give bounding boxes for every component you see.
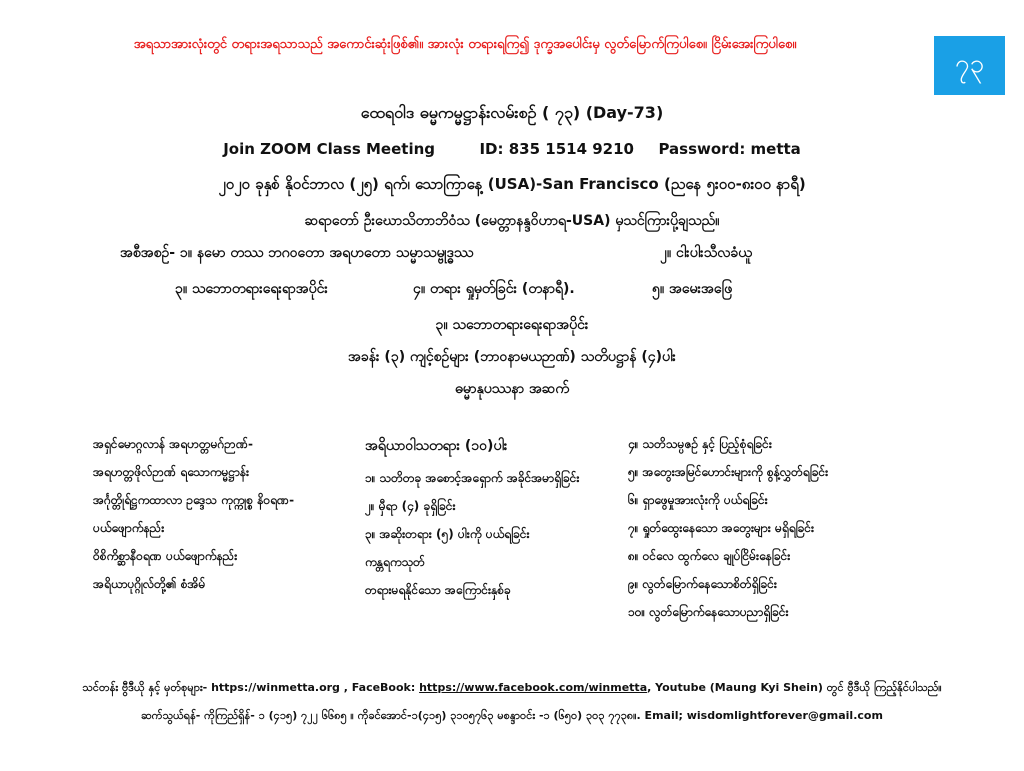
zoom-meeting-id: ID: 835 1514 9210 bbox=[479, 140, 634, 158]
teacher-line: ဆရာတော် ဦးဃောသိတာဘိဝံသ (မေတ္တာနန္ဒဝိဟာရ-USA) မှသင်ကြားပို့ချသည်။ bbox=[304, 213, 720, 229]
footer-text: , Youtube (Maung Kyi Shein) တွင် ဗွီဒီယို ကြည့်နိုင်ပါသည်။ bbox=[647, 681, 942, 694]
subject-line: ဓမ္မာနုပဿနာ အဆက် bbox=[454, 381, 570, 397]
chapter-line: အခန်း (၃) ကျင့်စဉ်များ (ဘာဝနာမယဉာဏ်) သတိပဋ္ဌာန် (၄)ပါး bbox=[348, 349, 676, 365]
list-item: ၁၀။ လွတ်မြောက်နေသောပညာရှိခြင်း bbox=[628, 605, 789, 619]
page-title: ထေရဝါဒ ဓမ္မကမ္မဋ္ဌာန်းလမ်းစဉ် ( ၇၃) (Day-73) bbox=[360, 103, 664, 122]
list-item: ကန္တရကသုတ် bbox=[365, 555, 425, 569]
footer-links-line bbox=[0, 681, 1024, 697]
zoom-join-label: Join ZOOM Class Meeting bbox=[223, 140, 435, 158]
middle-column bbox=[365, 432, 579, 604]
schedule-item-4: ၄။ တရား ရှုမှတ်ခြင်း (တနာရီ). bbox=[413, 281, 575, 297]
list-item: ပယ်ဖျောက်နည်း bbox=[93, 521, 165, 535]
list-item: အရိယာပုဂ္ဂိုလ်တို့၏ စံအိမ် bbox=[93, 577, 206, 591]
list-item: ၃။ အဆိုးတရား (၅) ပါးကို ပယ်ရခြင်း bbox=[365, 527, 530, 541]
list-item: အင်္ဂုတ္တိုရ်ဋ္ဌကထာလာ ဥဒ္ဒေသ ကုက္ကုစ္စ နိဝရဏ- bbox=[93, 493, 295, 507]
page-number-badge: ၇၃ bbox=[934, 36, 1005, 95]
date-line: ၂၀၂၀ ခုနှစ် နိုဝင်ဘာလ (၂၅) ရက်၊ သောကြာနေ့ (USA)-San Francisco (ညနေ ၅း၀၀-၈း၀၀ နာရီ) bbox=[218, 175, 806, 193]
footer-text: သင်တန်း ဗွီဒီယို နှင့် မှတ်စုများ- https://winmetta.org , FaceBook: bbox=[82, 681, 420, 694]
schedule-item-3: ၃။ သဘောတရားရေးရာအပိုင်း bbox=[175, 281, 328, 297]
list-item: ၇။ ရှုတ်ထွေးနေသော အတွေးများ မရှိရခြင်း bbox=[628, 521, 815, 535]
left-column bbox=[93, 430, 294, 598]
list-item: ၉။ လွတ်မြောက်နေသောစိတ်ရှိခြင်း bbox=[628, 577, 777, 591]
footer-contact-line: ဆက်သွယ်ရန်- ကိုကြည်ရှိန်- ၁ (၄၁၅) ၇၂၂ ၆၆၈၅ ။ ကိုခင်အောင်-၁(၄၁၅) ၃၁၀၅၇၆၃ မစန္ဒာဝင်း -၁ (၆၅၀) ၃၀၃ ၇၇၃၈။. Email; wisdomlightforever@gmail.com bbox=[141, 709, 883, 722]
list-item: အရှင်မောဂ္ဂလာန် အရဟတ္တမဂ်ဉာဏ်- bbox=[93, 437, 254, 451]
list-item: ၆။ ရှာဖွေမှုအားလုံးကို ပယ်ရခြင်း bbox=[628, 493, 768, 507]
right-column bbox=[628, 430, 828, 626]
list-item: ၂။ မှီရာ (၄) ခုရှိခြင်း bbox=[365, 499, 456, 513]
list-item: တရားမရနိုင်သော အကြောင်းနှစ်ခု bbox=[365, 583, 511, 597]
schedule-item-5: ၅။ အမေးအဖြေ bbox=[652, 281, 733, 297]
list-item: ဝိစိကိစ္ဆာနီဝရဏ ပယ်ဖျောက်နည်း bbox=[93, 549, 238, 563]
zoom-password: Password: metta bbox=[658, 140, 801, 158]
schedule-item-2: ၂။ ငါးပါးသီလခံယူ bbox=[660, 245, 752, 261]
middle-column-heading: အရိယာဝါသတရား (၁၀)ပါး bbox=[365, 438, 508, 454]
list-item: ၄။ သတိသမ္ပဇဉ် နှင့် ပြည့်စုံရခြင်း bbox=[628, 437, 772, 451]
list-item: ၅။ အတွေးအမြင်ဟောင်းများကို စွန့်လွှတ်ရခြင်း bbox=[628, 465, 829, 479]
list-item: အရဟတ္တဖိုလ်ဉာဏ် ရသောကမ္မဋ္ဌာန်း bbox=[93, 465, 250, 479]
top-banner: အရသာအားလုံးတွင် တရားအရသာသည် အကောင်းဆုံးဖြစ်၏။ အားလုံး တရားရကြ၍ ဒုက္ခအပေါင်းမှ လွတ်မြောက်ကြပါစေ။ ငြိမ်းအေးကြပါစေ။ bbox=[133, 37, 797, 52]
zoom-meeting-line bbox=[0, 140, 1024, 158]
section-heading: ၃။ သဘောတရားရေးရာအပိုင်း bbox=[435, 317, 589, 333]
schedule-item-1: အစီအစဉ်- ၁။ နမော တဿ ဘဂဝတော အရဟတော သမ္မာသမ္ဗုဒ္ဓဿ bbox=[120, 245, 474, 261]
list-item: ၈။ ဝင်လေ ထွက်လေ ချုပ်ငြိမ်းနေခြင်း bbox=[628, 549, 791, 563]
list-item: ၁။ သတိတခု အစောင့်အရှောက် အခိုင်အမာရှိခြင်း bbox=[365, 471, 580, 485]
facebook-link[interactable]: https://www.facebook.com/winmetta bbox=[419, 681, 648, 694]
